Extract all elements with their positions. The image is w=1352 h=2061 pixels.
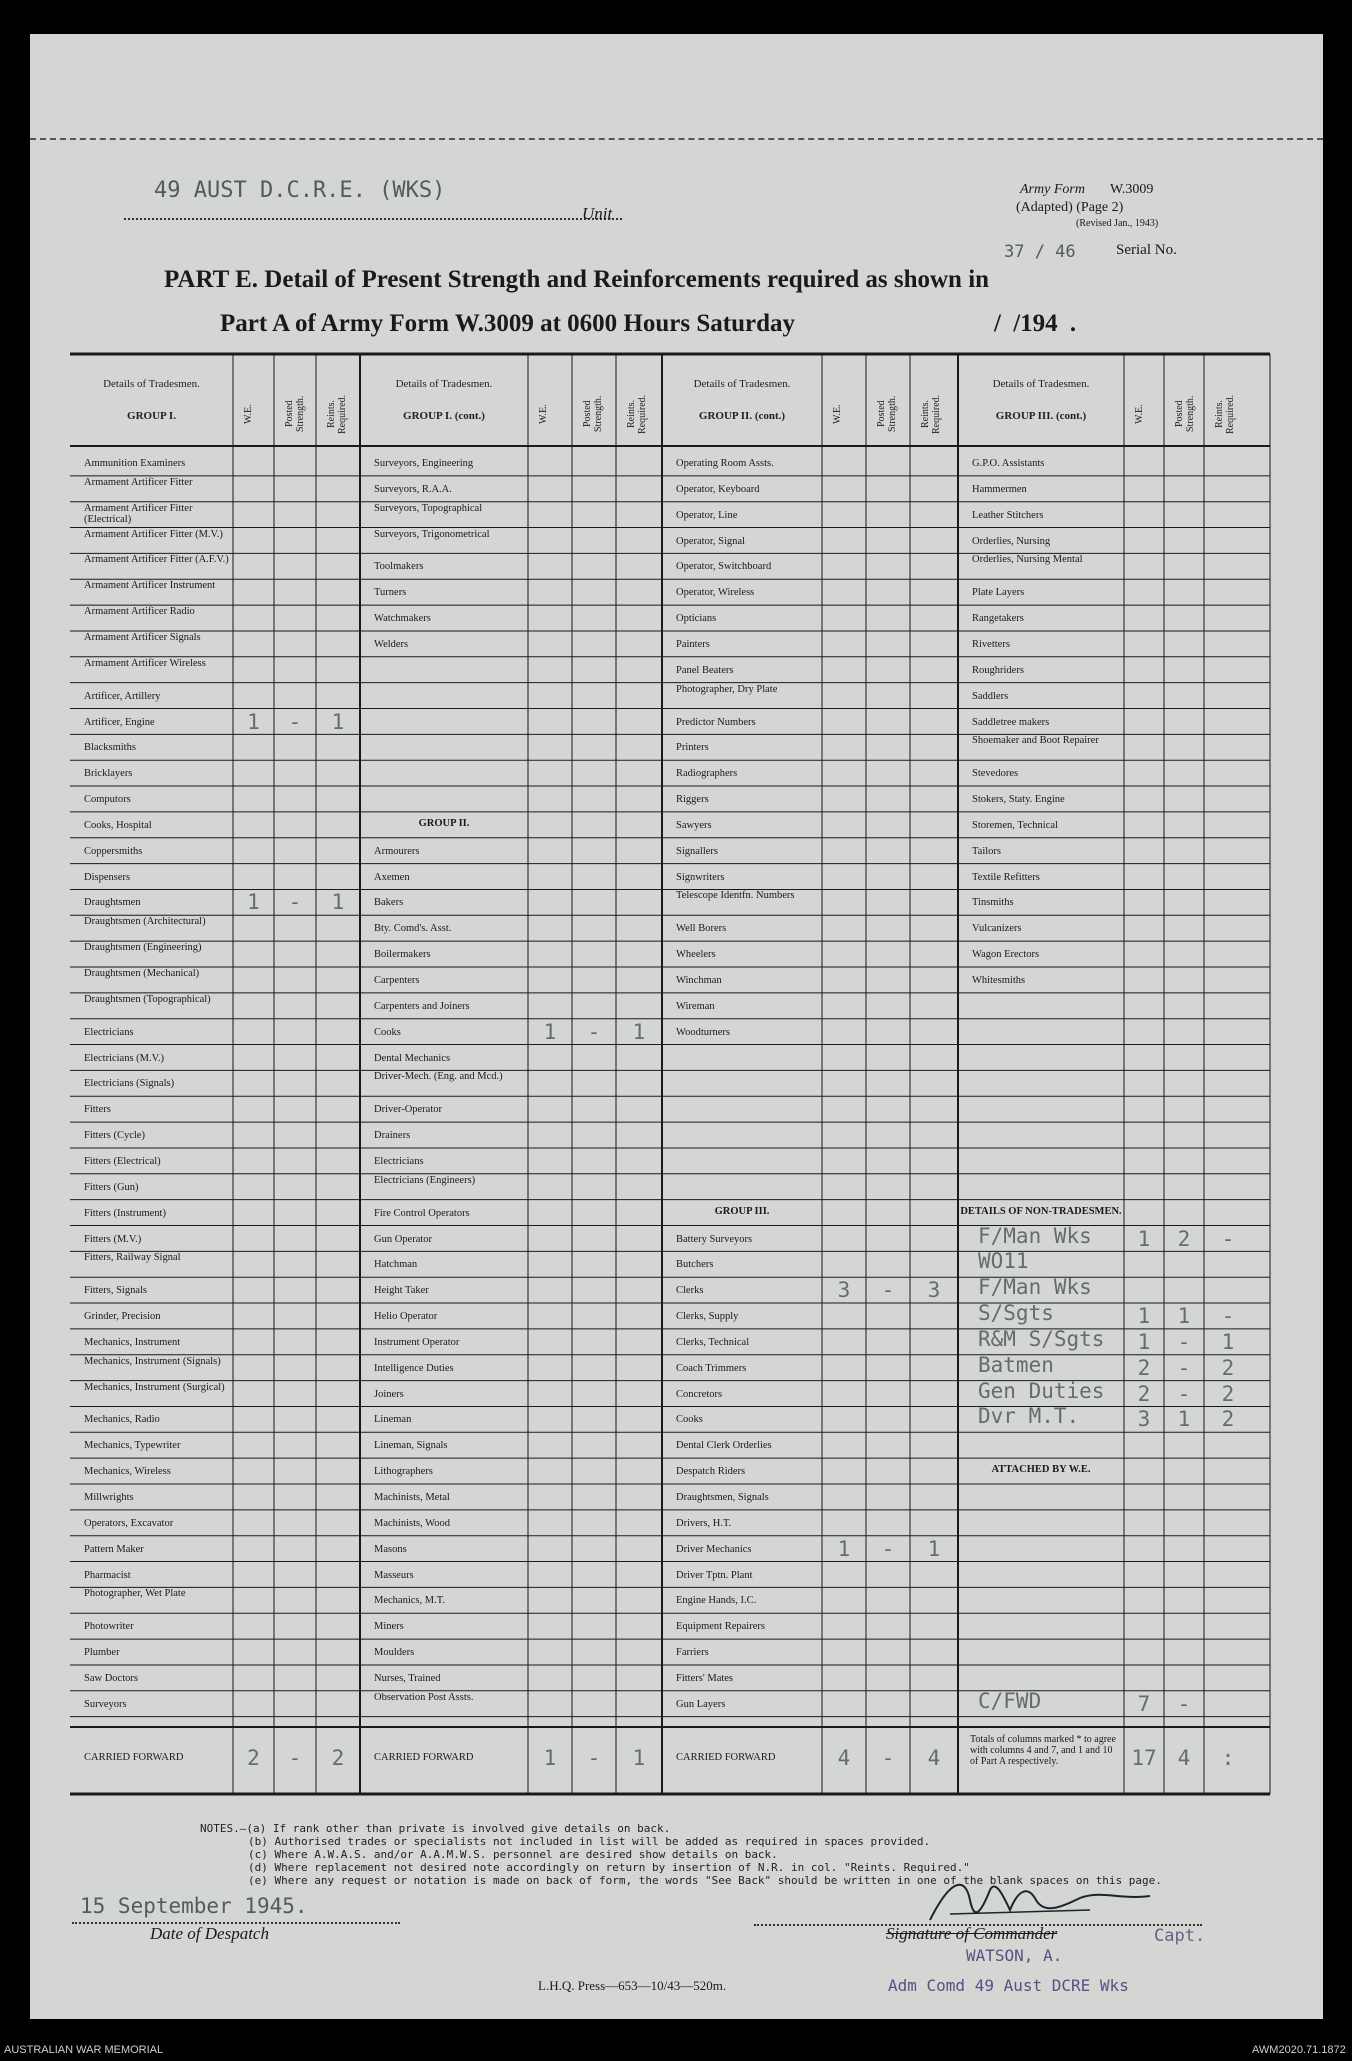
cell-we: 2 [1137,1381,1151,1406]
row-label: Roughriders [972,664,1024,676]
col-header-we: W.E. [243,404,254,424]
row-label: Wagon Erectors [972,949,1040,961]
row-label: Nurses, Trained [374,1672,441,1684]
row-label: Stevedores [972,768,1019,780]
credit-left: AUSTRALIAN WAR MEMORIAL [4,2044,164,2056]
col-header-posted: Posted Strength. [876,395,898,433]
carried-forward-label: CARRIED FORWARD [676,1752,776,1763]
rank-stamp: Capt. [1154,1926,1206,1946]
carried-forward-rr: 1 [632,1746,646,1770]
note-line: (e) Where any request or notation is made on back of form, the words "See Back" should be written in one of the blank spaces on this page. [248,1874,1162,1887]
row-label: Operating Room Assts. [676,458,774,469]
row-label: Millwrights [84,1492,134,1503]
row-label: Electricians (Signals) [84,1078,175,1090]
col-header-posted: Posted Strength. [284,395,306,433]
row-label: Draughtsmen [84,897,141,909]
row-label: Mechanics, Instrument (Signals) [84,1355,221,1367]
row-label: Mechanics, Radio [84,1414,160,1426]
row-label: Artificer, Engine [84,716,155,728]
row-label: Gen Duties [978,1378,1105,1403]
row-label: Artificer, Artillery [84,690,161,702]
row-label: Clerks [676,1285,704,1297]
col-header-posted: Posted Strength. [1174,395,1196,433]
row-label: Fitters, Signals [84,1285,148,1297]
cell-we: 1 [1137,1304,1151,1329]
cell-rr: 2 [1221,1381,1235,1406]
row-label: Operators, Excavator [84,1517,174,1529]
row-label: Clerks, Technical [676,1336,750,1348]
row-label: Hammermen [972,483,1027,495]
row-label: Armament Artificer Wireless [84,657,206,669]
commander-signature [910,1870,1170,1930]
row-label: Telescope Identfn. Numbers [676,890,795,902]
row-label: Armament Artificer Fitter (M.V.) [84,528,223,540]
row-label: Dispensers [84,871,131,883]
cell-ps: - [288,709,302,734]
cell-rr: 3 [927,1278,941,1303]
col-header-group: GROUP I. [127,410,176,422]
row-label: Observation Post Assts. [374,1691,474,1703]
cell-ps: - [1177,1381,1191,1406]
row-label: Masseurs [374,1569,414,1581]
carried-forward-rr: 2 [331,1746,345,1770]
row-label: Machinists, Wood [374,1517,450,1529]
cell-we: 1 [247,709,260,734]
row-label: Driver-Mech. (Eng. and Mcd.) [374,1071,503,1083]
row-label: Orderlies, Nursing [972,535,1051,547]
row-label: Armament Artificer Instrument [84,580,216,592]
form-sheet [30,34,1323,2019]
row-label: Boilermakers [374,949,431,961]
row-label: Driver-Operator [374,1104,443,1116]
row-label: Storemen, Technical [972,819,1058,831]
row-label: Fitters (Instrument) [84,1207,166,1219]
row-label: Armourers [374,845,420,857]
row-label: G.P.O. Assistants [972,458,1045,469]
row-label: Photographer, Wet Plate [84,1588,186,1600]
row-label: Leather Stitchers [972,509,1044,521]
row-label: Concretors [676,1388,723,1400]
row-label: Electricians [374,1155,424,1167]
note-line: (c) Where A.W.A.S. and/or A.A.M.W.S. personnel are desired show details on back. [248,1848,778,1861]
row-label: Winchman [676,975,722,986]
cell-rr: 1 [1221,1329,1235,1354]
row-label: Fire Control Operators [374,1207,470,1219]
row-label: Mechanics, M.T. [374,1595,445,1607]
col-header-group: GROUP II. (cont.) [698,410,786,422]
row-label: Radiographers [676,768,738,780]
serial-label: Serial No. [1116,242,1177,258]
col-header-group: GROUP I. (cont.) [403,410,485,422]
printer-line: L.H.Q. Press—653—10/43—520m. [538,1978,727,1993]
row-label: Batmen [978,1352,1054,1377]
row-label: R&M S/Sgts [978,1326,1105,1351]
row-label: Bty. Comd's. Asst. [374,923,452,935]
row-label: Armament Artificer Fitter [84,476,193,488]
row-label: Tinsmiths [972,897,1014,909]
row-label: Shoemaker and Boot Repairer [972,735,1099,747]
col-header-details: Details of Tradesmen. [693,378,791,390]
row-label: Drivers, H.T. [676,1517,732,1529]
signature-label: Signature of Commander [886,1924,1058,1943]
row-label: Instrument Operator [374,1336,460,1348]
row-label: Lineman, Signals [374,1440,448,1452]
row-label: Painters [676,638,710,650]
row-label: Carpenters [374,975,420,986]
group-heading: GROUP II. [418,817,470,829]
col-header-we: W.E. [832,404,843,424]
row-label: Engine Hands, I.C. [676,1595,757,1607]
col-header-details: Details of Tradesmen. [395,378,493,390]
row-label: Dvr M.T. [978,1404,1080,1429]
row-label: Clerks, Supply [676,1311,739,1323]
stamp-role: Adm Comd 49 Aust DCRE Wks [888,1976,1129,1995]
cell-ps: - [288,890,302,915]
form-number: W.3009 [1110,182,1154,197]
row-label: Farriers [676,1647,709,1659]
row-label: Mechanics, Instrument [84,1336,181,1348]
group-heading: DETAILS OF NON-TRADESMEN. [960,1205,1122,1217]
row-label: Surveyors, R.A.A. [374,483,452,495]
col-header-group: GROUP III. (cont.) [995,410,1087,422]
form-name: Army Form [1020,182,1085,197]
row-label: Drainers [374,1130,411,1142]
col-header-we: W.E. [538,404,549,424]
row-label: Operator, Wireless [676,587,755,599]
row-label: Draughtsmen (Mechanical) [84,968,200,979]
row-label: Equipment Repairers [676,1621,765,1633]
row-label: Printers [676,742,709,754]
row-label: Wireman [676,1000,715,1012]
row-label: Riggers [676,794,709,806]
row-label: Battery Surveyors [676,1233,753,1245]
row-label: Draughtsmen (Topographical) [84,993,211,1005]
form-revised: (Revised Jan., 1943) [1076,218,1159,229]
row-label: Textile Refitters [972,871,1040,883]
row-label: Fitters (Cycle) [84,1130,145,1142]
cell-rr: 2 [1221,1355,1235,1380]
row-label: Driver Tptn. Plant [676,1569,753,1581]
stamp-name: WATSON, A. [966,1946,1063,1965]
row-label: Draughtsmen (Engineering) [84,942,202,954]
row-label: Whitesmiths [972,975,1026,986]
row-label: Photographer, Dry Plate [676,683,778,695]
row-label: Predictor Numbers [676,716,756,728]
col-header-reinfts: Reints. Required. [326,394,348,434]
row-label: Draughtsmen (Architectural) [84,916,206,928]
cell-we: 2 [1137,1355,1151,1380]
cell-ps: 1 [1177,1304,1191,1329]
unit-value: 49 AUST D.C.R.E. (WKS) [154,178,446,203]
row-label: Blacksmiths [84,742,136,754]
row-label: Machinists, Metal [374,1492,450,1503]
row-label: Helio Operator [374,1311,438,1323]
row-label: Operator, Switchboard [676,561,772,573]
row-label: Draughtsmen, Signals [676,1492,769,1503]
carried-forward-we: 2 [247,1746,260,1770]
col-header-posted: Posted Strength. [582,395,604,433]
row-label: Mechanics, Wireless [84,1466,171,1478]
row-label: Pharmacist [84,1569,131,1581]
cell-we: 3 [1137,1407,1151,1432]
row-label: Saddlers [972,690,1009,702]
row-label: Mechanics, Instrument (Surgical) [84,1381,225,1393]
carried-forward-rr: 4 [927,1746,941,1770]
group-heading: GROUP III. [714,1205,770,1217]
row-label: Vulcanizers [972,923,1022,935]
group-heading: ATTACHED BY W.E. [991,1464,1091,1476]
cell-ps: - [1177,1355,1191,1380]
row-label: Fitters (Electrical) [84,1155,161,1167]
col-header-we: W.E. [1134,404,1145,424]
row-label: Cooks [374,1026,401,1038]
row-label: F/Man Wks [978,1223,1092,1248]
row-label: Coach Trimmers [676,1362,747,1374]
carried-forward-ps: - [881,1746,895,1770]
row-label: Saw Doctors [84,1672,138,1684]
cell-we: 3 [837,1278,851,1303]
note-line: (b) Authorised trades or specialists not included in list will be added as required in spaces provided. [248,1835,931,1848]
row-label: Coppersmiths [84,845,143,857]
totals-note: Totals of columns marked * to agree with columns 4 and 7, and 1 and 10 of Part A respectively. [970,1734,1116,1767]
col-header-reinfts: Reints. Required. [626,394,648,434]
title-line-2: Part A of Army Form W.3009 at 0600 Hours Saturday [220,310,795,337]
note-line: NOTES.—(a) If rank other than private is involved give details on back. [200,1822,671,1835]
row-label: Fitters (M.V.) [84,1233,142,1245]
row-label: Rangetakers [972,613,1024,625]
row-label: Masons [374,1543,407,1555]
carried-forward-we: 17 [1131,1746,1157,1770]
row-label: Computors [84,794,131,806]
carried-forward-we: 4 [837,1746,851,1770]
row-label: Fitters, Railway Signal [84,1252,181,1264]
row-label: Saddletree makers [972,716,1050,728]
col-header-details: Details of Tradesmen. [992,378,1090,390]
row-label: Operator, Signal [676,535,745,547]
row-label: Dental Clerk Orderlies [676,1440,772,1452]
cell-rr: 1 [927,1536,941,1561]
cell-we: 1 [1137,1329,1151,1354]
cell-rr: 1 [331,890,345,915]
row-label: Pattern Maker [84,1543,144,1555]
serial-value: 37 / 46 [1004,242,1076,262]
row-label: Photowriter [84,1621,134,1633]
col-header-reinfts: Reints. Required. [920,394,942,434]
form-adapted: (Adapted) (Page 2) [1016,200,1124,215]
row-label: Armament Artificer Radio [84,606,195,618]
cell-ps: 2 [1177,1226,1191,1251]
row-label: Wheelers [676,949,716,961]
row-label: Gun Layers [676,1698,726,1710]
cell-rr: 2 [1221,1407,1235,1432]
row-label: Toolmakers [374,561,424,573]
row-label: Surveyors, Trigonometrical [374,528,490,540]
cell-rr: 1 [331,709,345,734]
row-label: Dental Mechanics [374,1052,451,1064]
row-label: Woodturners [676,1026,730,1038]
cell-rr: - [1221,1304,1235,1329]
row-label: Gun Operator [374,1233,433,1245]
row-label: Miners [374,1621,404,1633]
unit-label: Unit [582,204,613,223]
title-line-1: PART E. Detail of Present Strength and Reinforcements required as shown in [164,266,990,293]
row-label: Turners [374,587,407,599]
row-label: Opticians [676,613,717,625]
credit-right: AWM2020.71.1872 [1252,2044,1346,2056]
row-label: Fitters [84,1104,111,1116]
row-label: Driver Mechanics [676,1543,752,1555]
row-label: Orderlies, Nursing Mental [972,554,1083,566]
row-label: Operator, Keyboard [676,483,760,495]
row-label: Bakers [374,897,404,909]
row-label: Plate Layers [972,587,1025,599]
row-label: Surveyors [84,1698,127,1710]
row-label: Carpenters and Joiners [374,1000,470,1012]
cell-we: 7 [1137,1691,1151,1716]
row-label: Joiners [374,1388,404,1400]
row-label: S/Sgts [978,1301,1054,1326]
row-label: Hatchman [374,1259,418,1271]
row-label: Height Taker [374,1285,429,1297]
despatch-label: Date of Despatch [150,1924,269,1943]
carried-forward-label: CARRIED FORWARD [374,1752,474,1763]
row-label: Signwriters [676,871,725,883]
row-label: Stokers, Staty. Engine [972,794,1065,806]
row-label: Electricians (Engineers) [374,1174,476,1186]
row-label: Signallers [676,845,718,857]
row-label: Armament Artificer Signals [84,631,201,643]
row-label: Mechanics, Typewriter [84,1440,181,1452]
cell-ps: - [881,1278,895,1303]
cell-rr: - [1221,1226,1235,1251]
cell-ps: - [881,1536,895,1561]
title-date: / /194 . [994,310,1077,337]
cell-we: 1 [1137,1226,1151,1251]
cell-we: 1 [543,1019,557,1044]
carried-forward-ps: - [288,1746,302,1770]
cell-we: 1 [837,1536,851,1561]
cell-rr: 1 [632,1019,646,1044]
row-label: Rivetters [972,638,1010,650]
cell-ps: - [1177,1329,1191,1354]
row-label: Surveyors, Engineering [374,458,474,469]
row-label: Cooks, Hospital [84,819,152,831]
cell-ps: 1 [1177,1407,1191,1432]
row-label: F/Man Wks [978,1275,1092,1300]
row-label: WO11 [978,1249,1029,1274]
row-label: Butchers [676,1259,714,1271]
row-label: Lineman [374,1414,412,1426]
row-label: Armament Artificer Fitter (A.F.V.) [84,554,229,566]
row-label: C/FWD [978,1688,1042,1713]
row-label: Grinder, Precision [84,1311,161,1323]
carried-forward-label: CARRIED FORWARD [84,1752,184,1763]
row-label: Fitters (Gun) [84,1181,139,1193]
row-label: Operator, Line [676,509,738,521]
cell-ps: - [587,1019,601,1044]
row-label: Watchmakers [374,613,431,625]
row-label: Surveyors, Topographical [374,502,483,514]
cell-ps: - [1177,1691,1191,1716]
row-label: Well Borers [676,923,727,935]
row-label: Ammunition Examiners [84,458,186,469]
carried-forward-ps: - [587,1746,601,1770]
row-label: Electricians [84,1026,134,1038]
row-label: Intelligence Duties [374,1362,454,1374]
row-label: Electricians (M.V.) [84,1052,164,1064]
row-label: Cooks [676,1414,703,1426]
row-label: Sawyers [676,819,712,831]
row-label: Lithographers [374,1466,433,1478]
despatch-date: 15 September 1945. [80,1894,308,1918]
col-header-details: Details of Tradesmen. [103,378,200,390]
row-label: Axemen [374,871,410,883]
row-label: Despatch Riders [676,1466,746,1478]
cell-we: 1 [247,890,260,915]
carried-forward-rr: : [1221,1746,1235,1770]
row-label: Welders [374,638,409,650]
row-label: Fitters' Mates [676,1672,734,1684]
row-label: Tailors [972,845,1002,857]
note-line: (d) Where replacement not desired note accordingly on return by insertion of N.R. in col. "Reints. Required." [248,1861,970,1874]
row-label: Plumber [84,1647,120,1659]
carried-forward-we: 1 [543,1746,557,1770]
row-label: Armament Artificer Fitter (Electrical) [84,502,193,525]
row-label: Moulders [374,1647,415,1659]
col-header-reinfts: Reints. Required. [1214,394,1236,434]
row-label: Panel Beaters [676,664,734,676]
row-label: Bricklayers [84,768,133,780]
carried-forward-ps: 4 [1177,1746,1191,1770]
